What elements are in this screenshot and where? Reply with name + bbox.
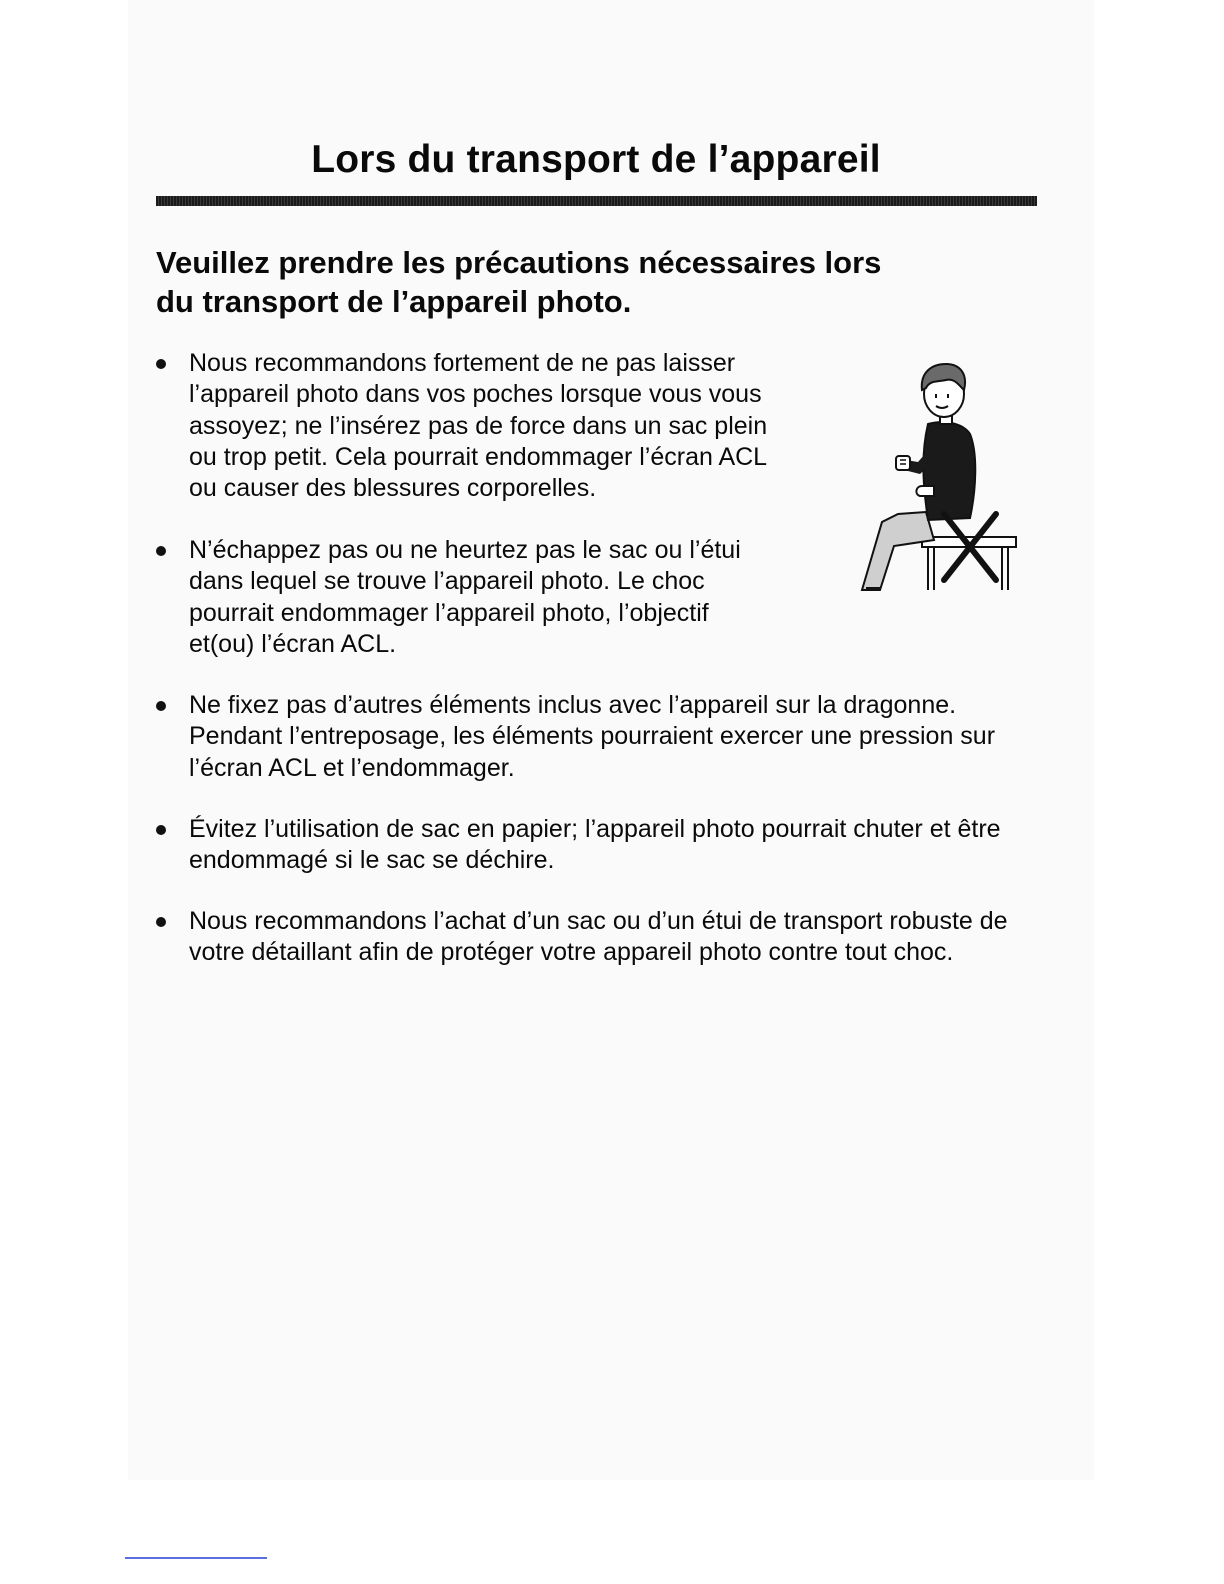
subtitle-line: du transport de l’appareil photo. bbox=[156, 284, 632, 319]
bullet-item-pockets bbox=[156, 348, 767, 504]
bullet-dot-icon bbox=[156, 917, 166, 927]
bullet-item-paper-bag bbox=[156, 814, 1001, 877]
bullet-line: Évitez l’utilisation de sac en papier; l’appareil photo pourrait chuter et être bbox=[189, 815, 1001, 843]
bullet-dot-icon bbox=[156, 359, 166, 369]
bullet-line: ou causer des blessures corporelles. bbox=[189, 474, 597, 503]
bullet-line: Nous recommandons l’achat d’un sac ou d’un étui de transport robuste de bbox=[189, 907, 1008, 935]
section-subtitle bbox=[156, 243, 956, 321]
bullet-line: Nous recommandons fortement de ne pas laisser bbox=[189, 349, 736, 377]
bullet-line: l’appareil photo dans vos poches lorsque vous vous bbox=[189, 380, 762, 409]
title-rule bbox=[156, 196, 1037, 206]
bullet-line: assoyez; ne l’insérez pas de force dans un sac plein bbox=[189, 411, 768, 440]
bullet-dot-icon bbox=[156, 701, 166, 711]
bullet-line: l’écran ACL et l’endommager. bbox=[189, 753, 515, 782]
bullet-line: pourrait endommager l’appareil photo, l’objectif bbox=[189, 598, 709, 627]
bullet-dot-icon bbox=[156, 825, 166, 835]
bullet-dot-icon bbox=[156, 546, 166, 556]
bullet-line: dans lequel se trouve l’appareil photo. Le choc bbox=[189, 567, 705, 596]
bullet-line: votre détaillant afin de protéger votre appareil photo contre tout choc. bbox=[189, 938, 954, 967]
bullet-item-carrying-case bbox=[156, 906, 1008, 969]
bullet-line: ou trop petit. Cela pourrait endommager l’écran ACL bbox=[189, 442, 768, 471]
footer-link-underline bbox=[125, 1557, 267, 1559]
page-title: Lors du transport de l’appareil bbox=[311, 138, 881, 181]
bullet-item-drop bbox=[156, 535, 741, 660]
bullet-line: N’échappez pas ou ne heurtez pas le sac ou l’étui bbox=[189, 536, 741, 564]
bullet-line: et(ou) l’écran ACL. bbox=[189, 629, 397, 658]
bullet-line: endommagé si le sac se déchire. bbox=[189, 846, 555, 875]
bullet-line: Ne fixez pas d’autres éléments inclus avec l’appareil sur la dragonne. bbox=[189, 691, 957, 719]
person-sitting-on-camera-crossed-out-icon bbox=[858, 362, 1020, 594]
subtitle-line: Veuillez prendre les précautions nécessaires lors bbox=[156, 245, 882, 280]
bullet-line: Pendant l’entreposage, les éléments pourraient exercer une pression sur bbox=[189, 722, 996, 751]
bullet-item-strap bbox=[156, 690, 995, 784]
